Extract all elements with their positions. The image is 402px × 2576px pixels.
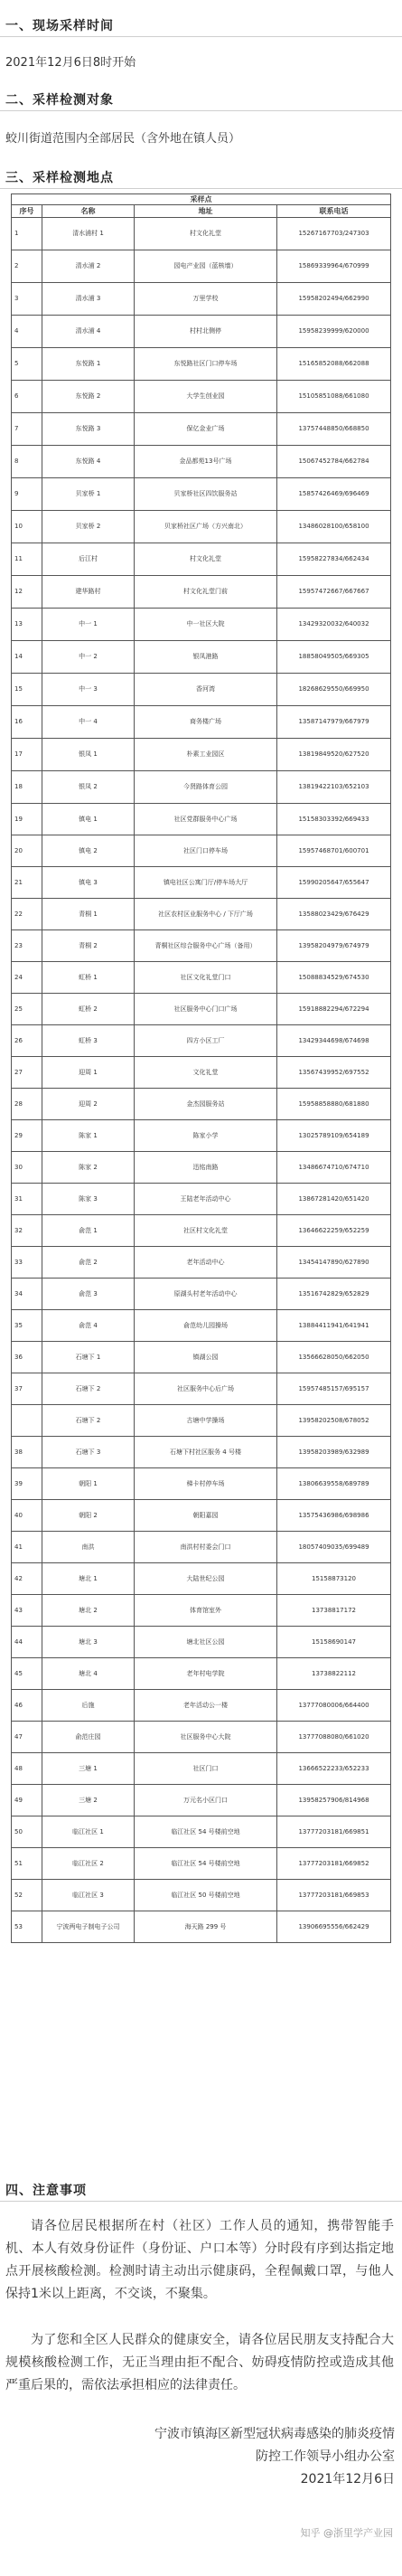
- cell-index: 8: [12, 446, 42, 478]
- cell-phone: 15857426469/696469: [277, 478, 391, 511]
- table-row: [12, 348, 391, 381]
- cell-index: 37: [12, 1373, 42, 1405]
- cell-name: 南洪: [42, 1532, 135, 1563]
- cell-phone: 15067452784/662784: [277, 446, 391, 478]
- table-row: [12, 899, 391, 930]
- cell-address: 社区文化礼堂门口: [135, 962, 277, 994]
- cell-phone: 15158303392/669433: [277, 804, 391, 835]
- cell-name: 三塘 1: [42, 1753, 135, 1785]
- cell-address: 银凤港路: [135, 641, 277, 674]
- section-target-text: 蛟川街道范围内全部居民（含外地在镇人员）: [5, 132, 241, 146]
- table-row: [12, 1911, 391, 1943]
- table-row: [12, 478, 391, 511]
- cell-address: 四方小区工厂: [135, 1025, 277, 1057]
- cell-index: 34: [12, 1279, 42, 1310]
- table-row: [12, 930, 391, 962]
- cell-name: 后江村: [42, 543, 135, 576]
- table-row: [12, 283, 391, 316]
- table-row: [12, 609, 391, 641]
- table-row: [12, 962, 391, 994]
- cell-index: 49: [12, 1785, 42, 1816]
- cell-address: 迅铭南路: [135, 1152, 277, 1184]
- cell-index: 45: [12, 1658, 42, 1690]
- cell-name: 朝阳 1: [42, 1468, 135, 1500]
- cell-name: 迎周 2: [42, 1089, 135, 1120]
- cell-name: 清水浦 2: [42, 250, 135, 283]
- cell-name: 贝家桥 1: [42, 478, 135, 511]
- cell-index: 33: [12, 1247, 42, 1279]
- cell-name: 镇电 2: [42, 835, 135, 867]
- cell-index: 18: [12, 771, 42, 804]
- cell-name: 中一 1: [42, 609, 135, 641]
- cell-index: 51: [12, 1848, 42, 1880]
- cell-name: 临江社区 3: [42, 1880, 135, 1911]
- cell-name: 虹桥 1: [42, 962, 135, 994]
- cell-name: 虹桥 3: [42, 1025, 135, 1057]
- table-row: [12, 1690, 391, 1722]
- table-row: [12, 1184, 391, 1215]
- cell-address: 万里学校: [135, 283, 277, 316]
- signature-org-line2: 防控工作领导小组办公室: [256, 2449, 395, 2464]
- watermark-text: 知乎 @浙里学产业园: [300, 2527, 393, 2539]
- table-row: [12, 1880, 391, 1911]
- cell-index: 9: [12, 478, 42, 511]
- cell-phone: 15158873120: [277, 1563, 391, 1595]
- cell-phone: 15957468701/600701: [277, 835, 391, 867]
- cell-address: 社区服务中心门口广场: [135, 994, 277, 1025]
- cell-index: 31: [12, 1184, 42, 1215]
- cell-name: 清水浦 4: [42, 316, 135, 348]
- cell-name: 清水浦 3: [42, 283, 135, 316]
- cell-name: 中一 3: [42, 674, 135, 706]
- cell-address: 海天路 299 号: [135, 1911, 277, 1943]
- table-row: [12, 771, 391, 804]
- section-sites-title: 三、采样检测地点: [5, 171, 114, 185]
- cell-name: 俞范 4: [42, 1310, 135, 1342]
- cell-name: 清水浦村 1: [42, 218, 135, 250]
- cell-name: 临江社区 2: [42, 1848, 135, 1880]
- cell-index: 52: [12, 1880, 42, 1911]
- cell-phone: 13025789109/654189: [277, 1120, 391, 1152]
- cell-index: 48: [12, 1753, 42, 1785]
- cell-address: 朝阳嘉园: [135, 1500, 277, 1532]
- table-row: [12, 1025, 391, 1057]
- cell-phone: 13777203181/669851: [277, 1816, 391, 1848]
- cell-address: 村文化礼堂: [135, 543, 277, 576]
- table-row: [12, 1215, 391, 1247]
- cell-address: 金品都苑13号广场: [135, 446, 277, 478]
- table-row: [12, 1658, 391, 1690]
- table-row: [12, 1405, 391, 1437]
- signature-block: [154, 2423, 395, 2491]
- cell-index: 40: [12, 1500, 42, 1532]
- cell-address: 镇湖公园: [135, 1342, 277, 1373]
- table-row: [12, 739, 391, 771]
- table-row: [12, 1152, 391, 1184]
- cell-phone: 13575436986/698986: [277, 1500, 391, 1532]
- table-row: [12, 994, 391, 1025]
- cell-name: 塘北 1: [42, 1563, 135, 1595]
- table-row: [12, 250, 391, 283]
- cell-name: 建华路村: [42, 576, 135, 609]
- cell-phone: 18858049505/669305: [277, 641, 391, 674]
- section-divider: [0, 110, 402, 111]
- cell-index: 17: [12, 739, 42, 771]
- cell-index: 16: [12, 706, 42, 739]
- table-row: [12, 1089, 391, 1120]
- cell-name: 贝家桥 2: [42, 511, 135, 543]
- cell-address: 村村北侧停: [135, 316, 277, 348]
- cell-name: 东悦路 4: [42, 446, 135, 478]
- cell-phone: 13958257906/814968: [277, 1785, 391, 1816]
- cell-index: 15: [12, 674, 42, 706]
- cell-address: 万元名小区门口: [135, 1785, 277, 1816]
- cell-address: 原湖头村老年活动中心: [135, 1279, 277, 1310]
- cell-name: 虹桥 2: [42, 994, 135, 1025]
- cell-index: 35: [12, 1310, 42, 1342]
- cell-index: 7: [12, 413, 42, 446]
- table-row: [12, 511, 391, 543]
- table-row: [12, 1500, 391, 1532]
- cell-index: 24: [12, 962, 42, 994]
- cell-phone: 13567439952/697552: [277, 1057, 391, 1089]
- table-row: [12, 1627, 391, 1658]
- cell-name: 青桐 2: [42, 930, 135, 962]
- cell-address: 古塘中学操场: [135, 1405, 277, 1437]
- cell-index: 46: [12, 1690, 42, 1722]
- table-row: [12, 1057, 391, 1089]
- cell-name: 塘北 2: [42, 1595, 135, 1627]
- cell-address: 大学生创业园: [135, 381, 277, 413]
- table-row: [12, 1595, 391, 1627]
- cell-name: 东悦路 2: [42, 381, 135, 413]
- cell-address: 社区门口停车场: [135, 835, 277, 867]
- table-row: [12, 674, 391, 706]
- cell-address: 老年活动中心: [135, 1247, 277, 1279]
- cell-index: 20: [12, 835, 42, 867]
- notes-paragraph-2: 为了您和全区人民群众的健康安全，请各位居民朋友支持配合大规模核酸检测工作，无正当理由拒不配合、妨碍疫情防控或造成其他严重后果的，需依法承担相应的法律责任。: [5, 2333, 394, 2392]
- cell-name: 临江社区 1: [42, 1816, 135, 1848]
- table-row: [12, 804, 391, 835]
- cell-address: 今贤路体育公园: [135, 771, 277, 804]
- cell-name: 俞范庄园: [42, 1722, 135, 1753]
- cell-phone: 15088834529/674530: [277, 962, 391, 994]
- cell-phone: 15958239999/620000: [277, 316, 391, 348]
- cell-name: 银凤 1: [42, 739, 135, 771]
- cell-index: 23: [12, 930, 42, 962]
- cell-address: 文化礼堂: [135, 1057, 277, 1089]
- cell-phone: 18268629550/669950: [277, 674, 391, 706]
- cell-index: 27: [12, 1057, 42, 1089]
- cell-address: 镇电社区公寓门厅/停车场大厅: [135, 867, 277, 899]
- cell-address: 商务楼广场: [135, 706, 277, 739]
- table-row: [12, 1468, 391, 1500]
- cell-name: 东悦路 3: [42, 413, 135, 446]
- cell-index: 3: [12, 283, 42, 316]
- cell-address: 老年村电学院: [135, 1658, 277, 1690]
- cell-index: 28: [12, 1089, 42, 1120]
- table-row: [12, 867, 391, 899]
- cell-phone: 13588023429/676429: [277, 899, 391, 930]
- cell-name: 俞范 1: [42, 1215, 135, 1247]
- cell-address: 中一社区大院: [135, 609, 277, 641]
- cell-address: 临江社区 50 号楼前空地: [135, 1880, 277, 1911]
- cell-phone: 13666522233/652233: [277, 1753, 391, 1785]
- cell-index: 13: [12, 609, 42, 641]
- table-row: [12, 381, 391, 413]
- cell-index: 38: [12, 1437, 42, 1468]
- cell-index: 11: [12, 543, 42, 576]
- table-row: [12, 641, 391, 674]
- cell-name: 陈家 3: [42, 1184, 135, 1215]
- cell-index: 1: [12, 218, 42, 250]
- cell-phone: 13958203989/632989: [277, 1437, 391, 1468]
- table-row: [12, 1373, 391, 1405]
- cell-phone: 13806639558/689789: [277, 1468, 391, 1500]
- cell-address: 老年活动公一楼: [135, 1690, 277, 1722]
- cell-phone: 13757448850/668850: [277, 413, 391, 446]
- cell-address: 王陆老年活动中心: [135, 1184, 277, 1215]
- cell-name: 塘北 4: [42, 1658, 135, 1690]
- section-time-title: 一、现场采样时间: [5, 19, 114, 33]
- cell-index: 4: [12, 316, 42, 348]
- table-row: [12, 1247, 391, 1279]
- cell-phone: 13777088080/661020: [277, 1722, 391, 1753]
- table-row: [12, 835, 391, 867]
- cell-phone: 15267167703/247303: [277, 218, 391, 250]
- cell-name: 镇电 3: [42, 867, 135, 899]
- cell-name: 青桐 1: [42, 899, 135, 930]
- table-row: [12, 576, 391, 609]
- cell-index: 32: [12, 1215, 42, 1247]
- cell-phone: 13958204979/674979: [277, 930, 391, 962]
- sites-table: [11, 193, 391, 1943]
- table-row: [12, 413, 391, 446]
- cell-address: 园电产业园（蓝核墙）: [135, 250, 277, 283]
- cell-index: 19: [12, 804, 42, 835]
- cell-address: 社区农村区业服务中心 / 下厅广场: [135, 899, 277, 930]
- table-row: [12, 1120, 391, 1152]
- cell-address: 梯卡村停车场: [135, 1468, 277, 1500]
- cell-name: 三塘 2: [42, 1785, 135, 1816]
- table-row: [12, 1532, 391, 1563]
- table-row: [12, 1437, 391, 1468]
- cell-index: 41: [12, 1532, 42, 1563]
- table-row: [12, 218, 391, 250]
- cell-index: 12: [12, 576, 42, 609]
- cell-phone: 15165852088/662088: [277, 348, 391, 381]
- section-notes-title: 四、注意事项: [5, 2184, 87, 2198]
- cell-name: 银凤 2: [42, 771, 135, 804]
- cell-phone: 13646622259/652259: [277, 1215, 391, 1247]
- table-group-header: 采样点: [12, 194, 391, 205]
- cell-phone: 15958227834/662434: [277, 543, 391, 576]
- table-row: [12, 1563, 391, 1595]
- cell-name: 石塘下 3: [42, 1437, 135, 1468]
- cell-phone: 13884411941/641941: [277, 1310, 391, 1342]
- cell-index: 47: [12, 1722, 42, 1753]
- cell-address: 社区村文化礼堂: [135, 1215, 277, 1247]
- cell-phone: 13819849520/627520: [277, 739, 391, 771]
- cell-phone: 13777203181/669852: [277, 1848, 391, 1880]
- cell-address: 临江社区 54 号楼前空地: [135, 1848, 277, 1880]
- cell-index: 21: [12, 867, 42, 899]
- cell-phone: 15957472667/667667: [277, 576, 391, 609]
- cell-index: 14: [12, 641, 42, 674]
- cell-name: 塘北 3: [42, 1627, 135, 1658]
- section-target-title: 二、采样检测对象: [5, 93, 114, 108]
- cell-phone: 13429320032/640032: [277, 609, 391, 641]
- section-divider: [0, 188, 402, 189]
- cell-name: 中一 4: [42, 706, 135, 739]
- cell-address: 临江社区 54 号楼前空地: [135, 1816, 277, 1848]
- table-row: [12, 706, 391, 739]
- table-header-phone: 联系电话: [277, 205, 391, 218]
- table-header-index: 序号: [12, 205, 42, 218]
- cell-address: 俞范幼儿园操场: [135, 1310, 277, 1342]
- cell-address: 朴素工业园区: [135, 739, 277, 771]
- cell-address: 社区服务中心大院: [135, 1722, 277, 1753]
- cell-name: 朝阳 2: [42, 1500, 135, 1532]
- cell-index: 44: [12, 1627, 42, 1658]
- cell-index: 29: [12, 1120, 42, 1152]
- cell-address: 社区党群服务中心广场: [135, 804, 277, 835]
- cell-phone: 13777203181/669853: [277, 1880, 391, 1911]
- cell-index: 42: [12, 1563, 42, 1595]
- cell-phone: 15105851088/661080: [277, 381, 391, 413]
- cell-address: 保亿金业广场: [135, 413, 277, 446]
- cell-name: 石塘下 2: [42, 1405, 135, 1437]
- table-row: [12, 1785, 391, 1816]
- cell-index: 5: [12, 348, 42, 381]
- cell-index: 39: [12, 1468, 42, 1500]
- cell-address: 石塘下村社区服务 4 号楼: [135, 1437, 277, 1468]
- cell-address: 大陆世纪公园: [135, 1563, 277, 1595]
- cell-phone: 13566628050/662050: [277, 1342, 391, 1373]
- cell-address: 社区门口: [135, 1753, 277, 1785]
- cell-phone: 13516742829/652829: [277, 1279, 391, 1310]
- cell-phone: 15958202494/662990: [277, 283, 391, 316]
- cell-address: 村文化礼堂: [135, 218, 277, 250]
- cell-phone: 15869339964/670999: [277, 250, 391, 283]
- cell-address: 东悦路社区门口停车场: [135, 348, 277, 381]
- cell-name: 后施: [42, 1690, 135, 1722]
- cell-address: 体育馆室外: [135, 1595, 277, 1627]
- cell-index: 26: [12, 1025, 42, 1057]
- table-row: [12, 1816, 391, 1848]
- cell-index: 43: [12, 1595, 42, 1627]
- table-header-name: 名称: [42, 205, 135, 218]
- cell-phone: 13958202508/678052: [277, 1405, 391, 1437]
- cell-phone: 15957485157/695157: [277, 1373, 391, 1405]
- sites-table-body: [12, 218, 391, 1943]
- cell-address: 社区服务中心后广场: [135, 1373, 277, 1405]
- cell-phone: 13738822112: [277, 1658, 391, 1690]
- signature-org-line1: 宁波市镇海区新型冠状病毒感染的肺炎疫情: [154, 2427, 395, 2441]
- cell-phone: 15990205647/655647: [277, 867, 391, 899]
- cell-index: 25: [12, 994, 42, 1025]
- cell-index: 22: [12, 899, 42, 930]
- table-row: [12, 1342, 391, 1373]
- cell-address: 金杰园服务站: [135, 1089, 277, 1120]
- cell-index: 50: [12, 1816, 42, 1848]
- cell-phone: 13867281420/651420: [277, 1184, 391, 1215]
- cell-phone: 13906695556/662429: [277, 1911, 391, 1943]
- cell-address: 南洪村村委会门口: [135, 1532, 277, 1563]
- cell-index: 6: [12, 381, 42, 413]
- cell-index: 36: [12, 1342, 42, 1373]
- cell-phone: 15158690147: [277, 1627, 391, 1658]
- cell-name: 东悦路 1: [42, 348, 135, 381]
- cell-phone: 13429344698/674698: [277, 1025, 391, 1057]
- cell-phone: 13486028100/658100: [277, 511, 391, 543]
- cell-address: 青桐社区综合服务中心广场（备用）: [135, 930, 277, 962]
- cell-phone: 15918882294/672294: [277, 994, 391, 1025]
- cell-index: 10: [12, 511, 42, 543]
- cell-index: 53: [12, 1911, 42, 1943]
- cell-phone: 13777080006/664400: [277, 1690, 391, 1722]
- cell-name: 中一 2: [42, 641, 135, 674]
- cell-phone: 13587147979/667979: [277, 706, 391, 739]
- cell-address: 村文化礼堂门前: [135, 576, 277, 609]
- cell-name: 俞范 2: [42, 1247, 135, 1279]
- cell-index: 30: [12, 1152, 42, 1184]
- table-row: [12, 1279, 391, 1310]
- table-row: [12, 543, 391, 576]
- section-time-text: 2021年12月6日8时开始: [5, 56, 136, 70]
- cell-name: 石塘下 2: [42, 1373, 135, 1405]
- cell-index: [12, 1405, 42, 1437]
- cell-phone: 13454147890/627890: [277, 1247, 391, 1279]
- cell-name: 迎周 1: [42, 1057, 135, 1089]
- cell-phone: 18057409035/699489: [277, 1532, 391, 1563]
- cell-name: 宁波两电子制电子公司: [42, 1911, 135, 1943]
- cell-name: 陈家 1: [42, 1120, 135, 1152]
- table-header-address: 地址: [135, 205, 277, 218]
- table-row: [12, 446, 391, 478]
- cell-phone: 13486674710/674710: [277, 1152, 391, 1184]
- table-row: [12, 1310, 391, 1342]
- table-row: [12, 1722, 391, 1753]
- notes-paragraph-1: 请各位居民根据所在村（社区）工作人员的通知，携带智能手机、本人有效身份证件（身份证、户口本等）分时段有序到达指定地点开展核酸检测。检测时请主动出示健康码，全程佩戴口罩，与他人保持1米以上距离，不交谈，不聚集。: [5, 2219, 394, 2301]
- signature-date: 2021年12月6日: [300, 2472, 395, 2486]
- cell-phone: 15958858880/681880: [277, 1089, 391, 1120]
- table-row: [12, 1753, 391, 1785]
- cell-index: 2: [12, 250, 42, 283]
- table-row: [12, 1848, 391, 1880]
- cell-phone: 13819422103/652103: [277, 771, 391, 804]
- cell-phone: 13738817172: [277, 1595, 391, 1627]
- cell-address: 陈家小学: [135, 1120, 277, 1152]
- cell-name: 镇电 1: [42, 804, 135, 835]
- cell-address: 贝家桥社区广场（方兴南北）: [135, 511, 277, 543]
- cell-name: 陈家 2: [42, 1152, 135, 1184]
- section-divider: [0, 2201, 402, 2202]
- table-row: [12, 316, 391, 348]
- cell-name: 石塘下 1: [42, 1342, 135, 1373]
- cell-address: 贝家桥社区四饮服务站: [135, 478, 277, 511]
- section-divider: [0, 36, 402, 37]
- cell-address: 香河湾: [135, 674, 277, 706]
- cell-address: 塘北社区公园: [135, 1627, 277, 1658]
- cell-name: 俞范 3: [42, 1279, 135, 1310]
